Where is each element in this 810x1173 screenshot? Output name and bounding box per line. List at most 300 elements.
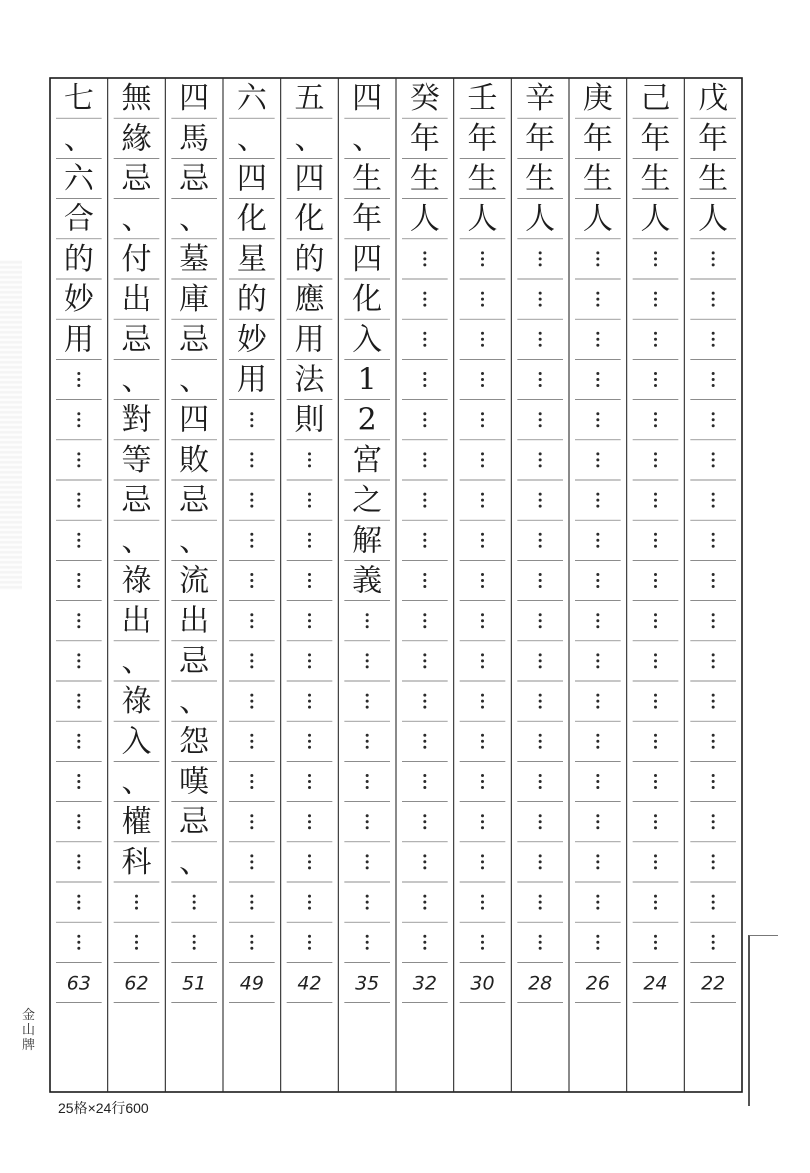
leader-dot bbox=[366, 860, 369, 863]
leader-dot bbox=[77, 585, 80, 588]
leader-dot bbox=[654, 700, 657, 703]
leader-dot bbox=[712, 613, 715, 616]
leader-dots bbox=[77, 653, 80, 668]
leader-dot bbox=[654, 780, 657, 783]
leader-dots bbox=[135, 895, 138, 910]
leader-dot bbox=[712, 505, 715, 508]
leader-dot bbox=[366, 901, 369, 904]
handwritten-char: 應 bbox=[294, 282, 325, 318]
leader-dot bbox=[423, 814, 426, 817]
handwritten-char: 祿 bbox=[121, 684, 152, 720]
leader-dot bbox=[423, 941, 426, 944]
leader-dot bbox=[654, 613, 657, 616]
leader-dot bbox=[423, 304, 426, 307]
leader-dot bbox=[77, 579, 80, 582]
leader-dot bbox=[423, 251, 426, 254]
leader-dots bbox=[77, 493, 80, 508]
handwritten-char: 用 bbox=[63, 322, 94, 358]
leader-dot bbox=[77, 653, 80, 656]
leader-dot bbox=[250, 700, 253, 703]
leader-dots bbox=[539, 895, 542, 910]
leader-dot bbox=[596, 619, 599, 622]
leader-dot bbox=[423, 579, 426, 582]
leader-dot bbox=[539, 700, 542, 703]
leader-dot bbox=[654, 734, 657, 737]
leader-dot bbox=[712, 901, 715, 904]
leader-dot bbox=[77, 706, 80, 709]
handwritten-char: 、 bbox=[63, 121, 94, 157]
leader-dot bbox=[712, 493, 715, 496]
leader-dot bbox=[596, 820, 599, 823]
leader-dot bbox=[654, 573, 657, 576]
leader-dot bbox=[423, 412, 426, 415]
leader-dot bbox=[77, 780, 80, 783]
handwritten-char: 生 bbox=[352, 161, 383, 197]
leader-dots bbox=[77, 613, 80, 628]
leader-dot bbox=[423, 424, 426, 427]
leader-dot bbox=[654, 344, 657, 347]
handwritten-char: 星 bbox=[236, 241, 267, 277]
leader-dot bbox=[77, 659, 80, 662]
leader-dot bbox=[712, 941, 715, 944]
handwritten-char: 、 bbox=[121, 643, 152, 679]
leader-dot bbox=[654, 464, 657, 467]
leader-dots bbox=[423, 573, 426, 588]
leader-dots bbox=[539, 372, 542, 387]
leader-dot bbox=[481, 464, 484, 467]
page-number: 49 bbox=[239, 972, 264, 995]
leader-dot bbox=[135, 907, 138, 910]
leader-dots bbox=[481, 533, 484, 548]
leader-dot bbox=[423, 613, 426, 616]
leader-dot bbox=[423, 573, 426, 576]
leader-dot bbox=[712, 545, 715, 548]
leader-dot bbox=[539, 613, 542, 616]
leader-dot bbox=[539, 338, 542, 341]
leader-dots bbox=[596, 292, 599, 307]
leader-dot bbox=[481, 619, 484, 622]
leader-dot bbox=[481, 706, 484, 709]
leader-dots bbox=[366, 613, 369, 628]
leader-dots bbox=[366, 774, 369, 789]
leader-dot bbox=[539, 418, 542, 421]
leader-dot bbox=[423, 384, 426, 387]
leader-dot bbox=[539, 505, 542, 508]
leader-dot bbox=[423, 866, 426, 869]
leader-dot bbox=[308, 786, 311, 789]
leader-dots bbox=[193, 935, 196, 950]
leader-dot bbox=[423, 625, 426, 628]
leader-dots bbox=[481, 372, 484, 387]
leader-dots bbox=[366, 895, 369, 910]
handwritten-char: 、 bbox=[179, 201, 210, 237]
leader-dot bbox=[250, 418, 253, 421]
handwritten-char: 、 bbox=[179, 362, 210, 398]
handwritten-char: 忌 bbox=[179, 161, 210, 197]
leader-dot bbox=[481, 947, 484, 950]
handwritten-char: 年 bbox=[525, 121, 556, 157]
handwritten-char: 宮 bbox=[352, 442, 383, 478]
leader-dots bbox=[77, 533, 80, 548]
leader-dots bbox=[77, 895, 80, 910]
leader-dot bbox=[654, 740, 657, 743]
leader-dot bbox=[712, 694, 715, 697]
leader-dot bbox=[481, 826, 484, 829]
leader-dot bbox=[539, 786, 542, 789]
leader-dot bbox=[250, 585, 253, 588]
leader-dots bbox=[77, 372, 80, 387]
leader-dot bbox=[712, 292, 715, 295]
handwritten-char: 年 bbox=[582, 121, 613, 157]
leader-dots bbox=[366, 653, 369, 668]
handwritten-char: 忌 bbox=[121, 322, 152, 358]
handwritten-char: 己 bbox=[640, 81, 671, 117]
leader-dot bbox=[308, 533, 311, 536]
leader-dots bbox=[423, 694, 426, 709]
leader-dot bbox=[596, 298, 599, 301]
leader-dot bbox=[135, 895, 138, 898]
leader-dot bbox=[654, 539, 657, 542]
leader-dot bbox=[481, 734, 484, 737]
leader-dot bbox=[250, 545, 253, 548]
leader-dot bbox=[481, 659, 484, 662]
leader-dot bbox=[596, 700, 599, 703]
leader-dot bbox=[250, 613, 253, 616]
handwritten-char: 忌 bbox=[121, 161, 152, 197]
leader-dot bbox=[596, 338, 599, 341]
leader-dot bbox=[481, 774, 484, 777]
leader-dot bbox=[596, 372, 599, 375]
leader-dot bbox=[250, 866, 253, 869]
leader-dot bbox=[712, 895, 715, 898]
leader-dot bbox=[250, 786, 253, 789]
leader-dots bbox=[596, 694, 599, 709]
leader-dot bbox=[654, 619, 657, 622]
handwritten-char: 六 bbox=[236, 81, 267, 117]
leader-dot bbox=[712, 734, 715, 737]
leader-dot bbox=[481, 854, 484, 857]
leader-dot bbox=[77, 786, 80, 789]
leader-dot bbox=[250, 740, 253, 743]
leader-dot bbox=[366, 820, 369, 823]
handwritten-char: 妙 bbox=[236, 322, 267, 358]
leader-dot bbox=[596, 418, 599, 421]
leader-dot bbox=[366, 613, 369, 616]
handwritten-char: 、 bbox=[179, 684, 210, 720]
leader-dot bbox=[423, 332, 426, 335]
page-number: 51 bbox=[182, 972, 207, 995]
handwritten-char: 年 bbox=[467, 121, 498, 157]
leader-dot bbox=[77, 625, 80, 628]
leader-dot bbox=[250, 854, 253, 857]
leader-dot bbox=[596, 774, 599, 777]
handwritten-char: 權 bbox=[121, 804, 152, 840]
page-number: 32 bbox=[412, 972, 437, 995]
handwritten-char: 年 bbox=[698, 121, 729, 157]
leader-dot bbox=[77, 665, 80, 668]
handwritten-char: 用 bbox=[236, 362, 267, 398]
leader-dots bbox=[250, 734, 253, 749]
leader-dot bbox=[654, 866, 657, 869]
leader-dot bbox=[481, 298, 484, 301]
leader-dot bbox=[308, 941, 311, 944]
handwritten-char: 則 bbox=[294, 402, 325, 438]
handwritten-char: 四 bbox=[179, 81, 210, 117]
leader-dots bbox=[654, 493, 657, 508]
leader-dot bbox=[77, 573, 80, 576]
leader-dot bbox=[193, 941, 196, 944]
handwritten-char: 2 bbox=[357, 402, 377, 438]
leader-dot bbox=[308, 740, 311, 743]
leader-dot bbox=[77, 493, 80, 496]
leader-dots bbox=[250, 412, 253, 427]
leader-dots bbox=[308, 533, 311, 548]
leader-dot bbox=[308, 545, 311, 548]
leader-dot bbox=[539, 499, 542, 502]
leader-dot bbox=[539, 424, 542, 427]
leader-dots bbox=[539, 935, 542, 950]
leader-dot bbox=[654, 452, 657, 455]
leader-dot bbox=[308, 452, 311, 455]
leader-dot bbox=[423, 780, 426, 783]
handwritten-char: 忌 bbox=[179, 322, 210, 358]
leader-dot bbox=[135, 941, 138, 944]
handwritten-char: 流 bbox=[179, 563, 210, 599]
leader-dot bbox=[596, 941, 599, 944]
leader-dot bbox=[481, 941, 484, 944]
leader-dot bbox=[366, 854, 369, 857]
leader-dots bbox=[539, 613, 542, 628]
leader-dot bbox=[596, 625, 599, 628]
leader-dot bbox=[596, 746, 599, 749]
handwritten-char: 生 bbox=[640, 161, 671, 197]
leader-dots bbox=[654, 653, 657, 668]
leader-dot bbox=[423, 706, 426, 709]
leader-dots bbox=[654, 372, 657, 387]
leader-dots bbox=[654, 935, 657, 950]
leader-dot bbox=[596, 780, 599, 783]
leader-dot bbox=[539, 464, 542, 467]
leader-dot bbox=[423, 826, 426, 829]
leader-dot bbox=[77, 901, 80, 904]
leader-dot bbox=[712, 659, 715, 662]
leader-dots bbox=[654, 774, 657, 789]
handwritten-char: 忌 bbox=[179, 643, 210, 679]
leader-dot bbox=[250, 464, 253, 467]
leader-dot bbox=[250, 412, 253, 415]
leader-dot bbox=[250, 814, 253, 817]
leader-dot bbox=[654, 372, 657, 375]
leader-dot bbox=[712, 947, 715, 950]
leader-dot bbox=[481, 746, 484, 749]
leader-dots bbox=[712, 412, 715, 427]
leader-dots bbox=[596, 533, 599, 548]
leader-dot bbox=[654, 257, 657, 260]
leader-dots bbox=[423, 372, 426, 387]
leader-dot bbox=[712, 378, 715, 381]
leader-dot bbox=[654, 860, 657, 863]
handwritten-char: 年 bbox=[409, 121, 440, 157]
leader-dots bbox=[596, 814, 599, 829]
leader-dots bbox=[423, 493, 426, 508]
leader-dot bbox=[712, 854, 715, 857]
leader-dot bbox=[539, 545, 542, 548]
handwritten-char: 的 bbox=[294, 241, 325, 277]
handwritten-char: 人 bbox=[409, 201, 440, 237]
leader-dots bbox=[596, 251, 599, 266]
leader-dot bbox=[712, 653, 715, 656]
leader-dot bbox=[366, 665, 369, 668]
leader-dot bbox=[596, 539, 599, 542]
leader-dot bbox=[308, 653, 311, 656]
leader-dot bbox=[250, 901, 253, 904]
leader-dot bbox=[539, 585, 542, 588]
leader-dot bbox=[366, 866, 369, 869]
leader-dot bbox=[193, 907, 196, 910]
leader-dots bbox=[308, 734, 311, 749]
leader-dot bbox=[596, 653, 599, 656]
leader-dot bbox=[481, 573, 484, 576]
leader-dot bbox=[712, 372, 715, 375]
handwritten-char: 生 bbox=[582, 161, 613, 197]
leader-dot bbox=[250, 734, 253, 737]
leader-dot bbox=[423, 378, 426, 381]
handwritten-char: 人 bbox=[582, 201, 613, 237]
leader-dots bbox=[423, 814, 426, 829]
handwritten-char: 、 bbox=[179, 523, 210, 559]
leader-dot bbox=[308, 493, 311, 496]
leader-dot bbox=[712, 907, 715, 910]
leader-dot bbox=[539, 533, 542, 536]
leader-dot bbox=[423, 372, 426, 375]
leader-dot bbox=[423, 545, 426, 548]
leader-dot bbox=[308, 700, 311, 703]
leader-dots bbox=[77, 774, 80, 789]
leader-dots bbox=[423, 935, 426, 950]
leader-dot bbox=[712, 573, 715, 576]
leader-dots bbox=[308, 935, 311, 950]
leader-dots bbox=[654, 452, 657, 467]
leader-dot bbox=[654, 941, 657, 944]
leader-dot bbox=[308, 780, 311, 783]
leader-dots bbox=[308, 694, 311, 709]
page-edge bbox=[748, 935, 778, 1106]
leader-dot bbox=[539, 947, 542, 950]
leader-dots bbox=[250, 452, 253, 467]
leader-dots bbox=[423, 452, 426, 467]
leader-dot bbox=[250, 826, 253, 829]
leader-dot bbox=[423, 418, 426, 421]
leader-dot bbox=[539, 901, 542, 904]
leader-dot bbox=[77, 866, 80, 869]
leader-dots bbox=[712, 734, 715, 749]
leader-dot bbox=[596, 344, 599, 347]
leader-dot bbox=[596, 304, 599, 307]
leader-dot bbox=[654, 251, 657, 254]
leader-dot bbox=[712, 464, 715, 467]
leader-dot bbox=[308, 901, 311, 904]
leader-dot bbox=[308, 625, 311, 628]
leader-dot bbox=[250, 941, 253, 944]
leader-dot bbox=[712, 820, 715, 823]
leader-dot bbox=[712, 263, 715, 266]
leader-dot bbox=[712, 860, 715, 863]
leader-dot bbox=[423, 860, 426, 863]
leader-dot bbox=[539, 774, 542, 777]
leader-dot bbox=[250, 493, 253, 496]
page-number: 63 bbox=[66, 972, 91, 995]
leader-dot bbox=[654, 298, 657, 301]
handwritten-char: 生 bbox=[409, 161, 440, 197]
leader-dots bbox=[250, 573, 253, 588]
leader-dot bbox=[654, 384, 657, 387]
handwritten-char: 無 bbox=[121, 81, 152, 117]
leader-dot bbox=[596, 412, 599, 415]
leader-dots bbox=[481, 412, 484, 427]
leader-dots bbox=[308, 814, 311, 829]
page-number: 35 bbox=[355, 972, 380, 995]
leader-dot bbox=[712, 814, 715, 817]
leader-dot bbox=[712, 585, 715, 588]
leader-dot bbox=[366, 694, 369, 697]
leader-dot bbox=[250, 573, 253, 576]
leader-dot bbox=[366, 814, 369, 817]
leader-dot bbox=[596, 505, 599, 508]
leader-dot bbox=[77, 694, 80, 697]
leader-dot bbox=[539, 372, 542, 375]
leader-dot bbox=[250, 706, 253, 709]
leader-dot bbox=[77, 734, 80, 737]
leader-dot bbox=[77, 545, 80, 548]
handwritten-char: 忌 bbox=[179, 804, 210, 840]
leader-dot bbox=[539, 378, 542, 381]
leader-dot bbox=[77, 378, 80, 381]
grid-lines bbox=[50, 78, 742, 1092]
leader-dot bbox=[423, 619, 426, 622]
leader-dot bbox=[712, 539, 715, 542]
handwritten-char: 五 bbox=[294, 81, 325, 117]
handwritten-char: 忌 bbox=[179, 483, 210, 519]
leader-dot bbox=[250, 452, 253, 455]
leader-dot bbox=[539, 579, 542, 582]
handwritten-char: 墓 bbox=[179, 241, 210, 277]
leader-dot bbox=[654, 458, 657, 461]
leader-dot bbox=[308, 854, 311, 857]
leader-dot bbox=[596, 706, 599, 709]
leader-dot bbox=[250, 653, 253, 656]
leader-dot bbox=[712, 332, 715, 335]
leader-dot bbox=[539, 935, 542, 938]
handwritten-char: 忌 bbox=[121, 483, 152, 519]
handwritten-char: 四 bbox=[236, 161, 267, 197]
leader-dot bbox=[250, 619, 253, 622]
leader-dot bbox=[423, 734, 426, 737]
leader-dot bbox=[712, 412, 715, 415]
leader-dots bbox=[308, 774, 311, 789]
leader-dots bbox=[539, 854, 542, 869]
leader-dot bbox=[423, 452, 426, 455]
leader-dot bbox=[308, 573, 311, 576]
leader-dot bbox=[77, 895, 80, 898]
leader-dots bbox=[423, 332, 426, 347]
leader-dot bbox=[481, 499, 484, 502]
leader-dot bbox=[654, 533, 657, 536]
leader-dots bbox=[250, 774, 253, 789]
leader-dot bbox=[481, 452, 484, 455]
handwritten-char: 化 bbox=[352, 282, 383, 318]
leader-dots bbox=[654, 613, 657, 628]
handwritten-char: 怨 bbox=[179, 724, 210, 760]
